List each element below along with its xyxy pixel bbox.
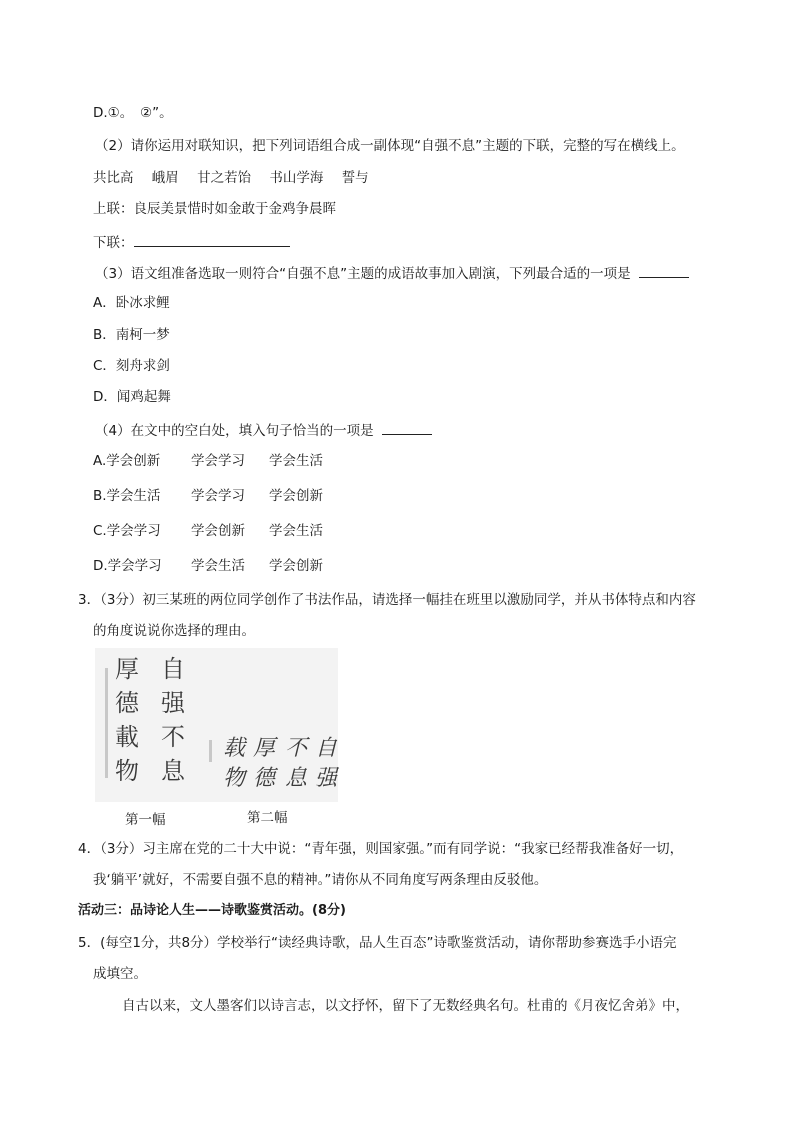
option-part: 学会创新	[269, 558, 323, 574]
work2-column	[315, 734, 337, 794]
callig-char: 息	[161, 757, 185, 785]
question-3-line1: 3．（3分）初三某班的两位同学创作了书法作品，请选择一幅挂在班里以激励同学，并从书体特点和内容	[78, 592, 696, 608]
callig-char: 物	[115, 757, 139, 785]
option-row	[93, 487, 323, 505]
couplet-lower	[93, 232, 290, 252]
callig-char: 載	[115, 723, 139, 751]
work2-column	[223, 734, 245, 794]
question-4-line2: 我‘躺平’就好，不需要自强不息的精神。”请你从不同角度写两条理由反驳他。	[93, 872, 548, 888]
callig-char: 德	[115, 689, 139, 717]
idiom-question	[95, 263, 689, 283]
fill-sentence-question	[95, 420, 432, 440]
option-label: C.学会学习	[93, 523, 161, 539]
answer-blank[interactable]	[134, 232, 290, 247]
callig-char: 自	[161, 655, 185, 683]
option-part: 学会创新	[191, 523, 245, 539]
option-d-line: D.①。 ②”。	[93, 105, 173, 121]
work1-column-left	[115, 652, 143, 788]
callig-char: 强	[161, 689, 185, 717]
caption-first: 第一幅	[125, 812, 166, 828]
inscription-mark	[209, 740, 212, 762]
option-label: B.学会生活	[93, 488, 161, 504]
callig-char: 物	[223, 766, 246, 791]
question-4-line1: 4．（3分）习主席在党的二十大中说：“青年强，则国家强。”而有同学说：“我家已经帮我准备好一切，	[78, 841, 684, 857]
callig-char: 自	[315, 736, 338, 761]
work1-column-right	[161, 652, 189, 788]
callig-char: 厚	[253, 736, 276, 761]
inscription-mark	[105, 668, 108, 778]
question-5-paragraph: 自古以来，文人墨客们以诗言志，以文抒怀，留下了无数经典名句。杜甫的《月夜忆舍弟》中，	[122, 998, 689, 1014]
option-label: A.学会创新	[93, 453, 161, 469]
word: 峨眉	[151, 170, 179, 186]
callig-char: 不	[285, 736, 308, 761]
option-part: 学会生活	[269, 453, 323, 469]
answer-blank[interactable]	[382, 420, 432, 435]
word: 誓与	[341, 170, 369, 186]
couplet-lower-label: 下联：	[93, 235, 134, 251]
question-5-line1: 5．(每空1分，共8分）学校举行“读经典诗歌，品人生百态”诗歌鉴赏活动，请你帮助参赛选手小语完	[78, 935, 677, 951]
option-part: 学会创新	[269, 488, 323, 504]
word: 书山学海	[269, 170, 324, 186]
answer-blank[interactable]	[639, 263, 689, 278]
callig-char: 德	[253, 766, 276, 791]
option-part: 学会生活	[191, 558, 245, 574]
couplet-upper: 上联：良辰美景惜时如金敢于金鸡争晨晖	[93, 201, 336, 217]
caption-second: 第二幅	[247, 810, 288, 826]
option-d: D．闻鸡起舞	[93, 389, 171, 405]
couplet-question: （2）请你运用对联知识，把下列词语组合成一副体现“自强不息”主题的下联，完整的写在横线上。	[95, 138, 685, 154]
word: 甘之若饴	[197, 170, 252, 186]
option-row	[93, 452, 323, 470]
callig-char: 息	[285, 766, 308, 791]
callig-char: 载	[223, 736, 246, 761]
option-a: A．卧冰求鲤	[93, 295, 170, 311]
calligraphy-image	[95, 648, 338, 828]
option-b: B．南柯一梦	[93, 327, 170, 343]
callig-char: 不	[161, 723, 185, 751]
callig-char: 厚	[115, 655, 139, 683]
fill-sentence-text: （4）在文中的空白处，填入句子恰当的一项是	[95, 423, 374, 439]
callig-char: 强	[315, 766, 338, 791]
activity-3-heading: 活动三：品诗论人生——诗歌鉴赏活动。(8分)	[78, 903, 346, 918]
option-part: 学会学习	[191, 453, 245, 469]
work2-column	[285, 734, 307, 794]
work2-column	[253, 734, 275, 794]
option-part: 学会学习	[191, 488, 245, 504]
word: 共比高	[93, 170, 134, 186]
option-part: 学会生活	[269, 523, 323, 539]
option-row	[93, 557, 323, 575]
option-label: D.学会学习	[93, 558, 162, 574]
question-5-line2: 成填空。	[93, 966, 147, 982]
question-3-line2: 的角度说说你选择的理由。	[93, 623, 255, 639]
option-c: C．刻舟求剑	[93, 358, 170, 374]
word-bank	[93, 169, 369, 187]
option-row	[93, 522, 323, 540]
idiom-question-text: （3）语文组准备选取一则符合“自强不息”主题的成语故事加入剧演，下列最合适的一项是	[95, 266, 631, 282]
